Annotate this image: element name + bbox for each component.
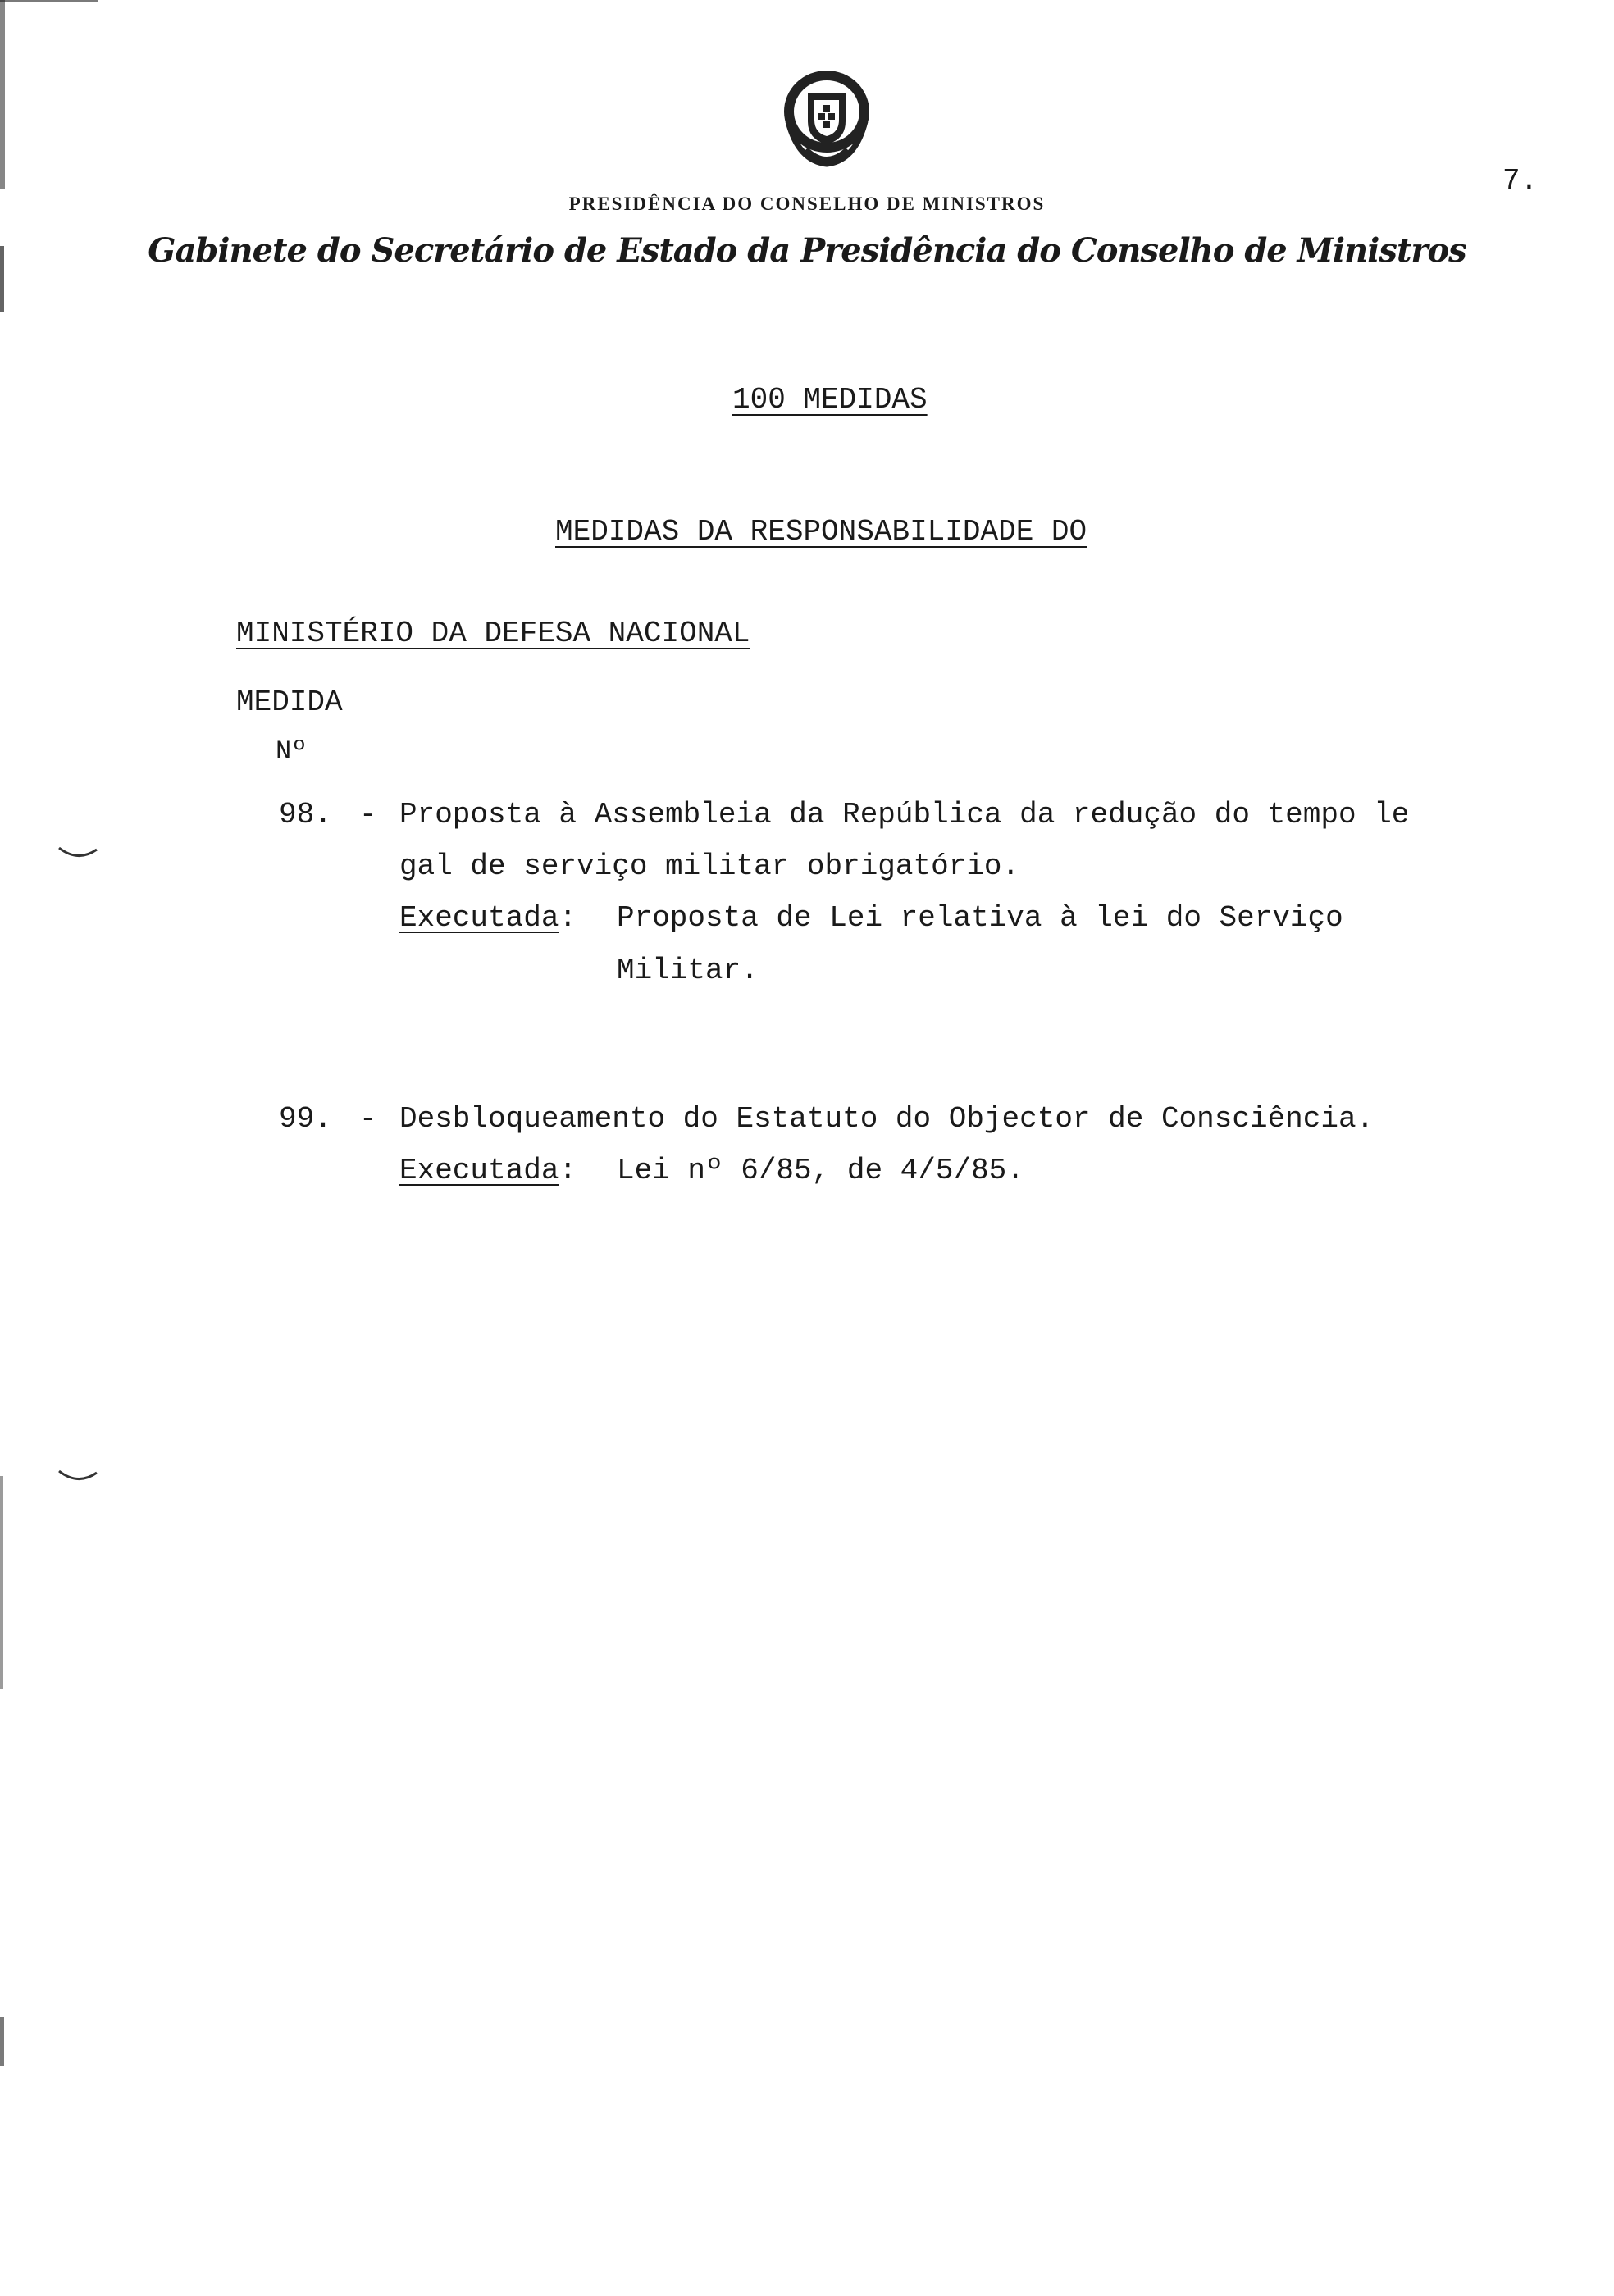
section-heading: MEDIDAS DA RESPONSABILIDADE DO <box>555 515 1087 549</box>
scan-artifact <box>0 2017 4 2066</box>
item-text-line: gal de serviço militar obrigatório. <box>399 850 1020 883</box>
number-column-label: Nº <box>276 736 308 767</box>
item-dash: - <box>359 798 377 831</box>
institution-header: PRESIDÊNCIA DO CONSELHO DE MINISTROS <box>568 194 1046 214</box>
scan-artifact <box>0 1476 3 1689</box>
item-status <box>399 1154 577 1187</box>
punch-hole-mark <box>57 845 98 865</box>
punch-hole-mark <box>57 1468 98 1488</box>
document-title: 100 MEDIDAS <box>732 383 928 417</box>
medida-column-label: MEDIDA <box>236 686 343 719</box>
status-text-line: Militar. <box>617 954 759 987</box>
item-number: 99. <box>279 1102 332 1136</box>
scan-artifact <box>0 0 98 2</box>
item-text-line: Proposta à Assembleia da República da redução do tempo le <box>399 798 1410 831</box>
status-label: Executada <box>399 901 559 935</box>
item-text-line: Desbloqueamento do Estatuto do Objector de Consciência. <box>399 1102 1375 1136</box>
ministry-heading: MINISTÉRIO DA DEFESA NACIONAL <box>236 617 750 650</box>
status-label: Executada <box>399 1154 559 1187</box>
status-colon: : <box>559 1154 577 1187</box>
status-colon: : <box>559 901 577 935</box>
item-number: 98. <box>279 798 332 831</box>
portuguese-coat-of-arms-icon <box>773 64 880 171</box>
page-number: 7. <box>1502 164 1539 198</box>
item-status <box>399 901 577 935</box>
status-text-line: Proposta de Lei relativa à lei do Serviço <box>617 901 1343 935</box>
scan-artifact <box>0 0 5 189</box>
status-text-line: Lei nº 6/85, de 4/5/85. <box>617 1154 1024 1187</box>
item-dash: - <box>359 1102 377 1136</box>
office-subheader: Gabinete do Secretário de Estado da Presidência do Conselho de Ministros <box>148 231 1466 270</box>
